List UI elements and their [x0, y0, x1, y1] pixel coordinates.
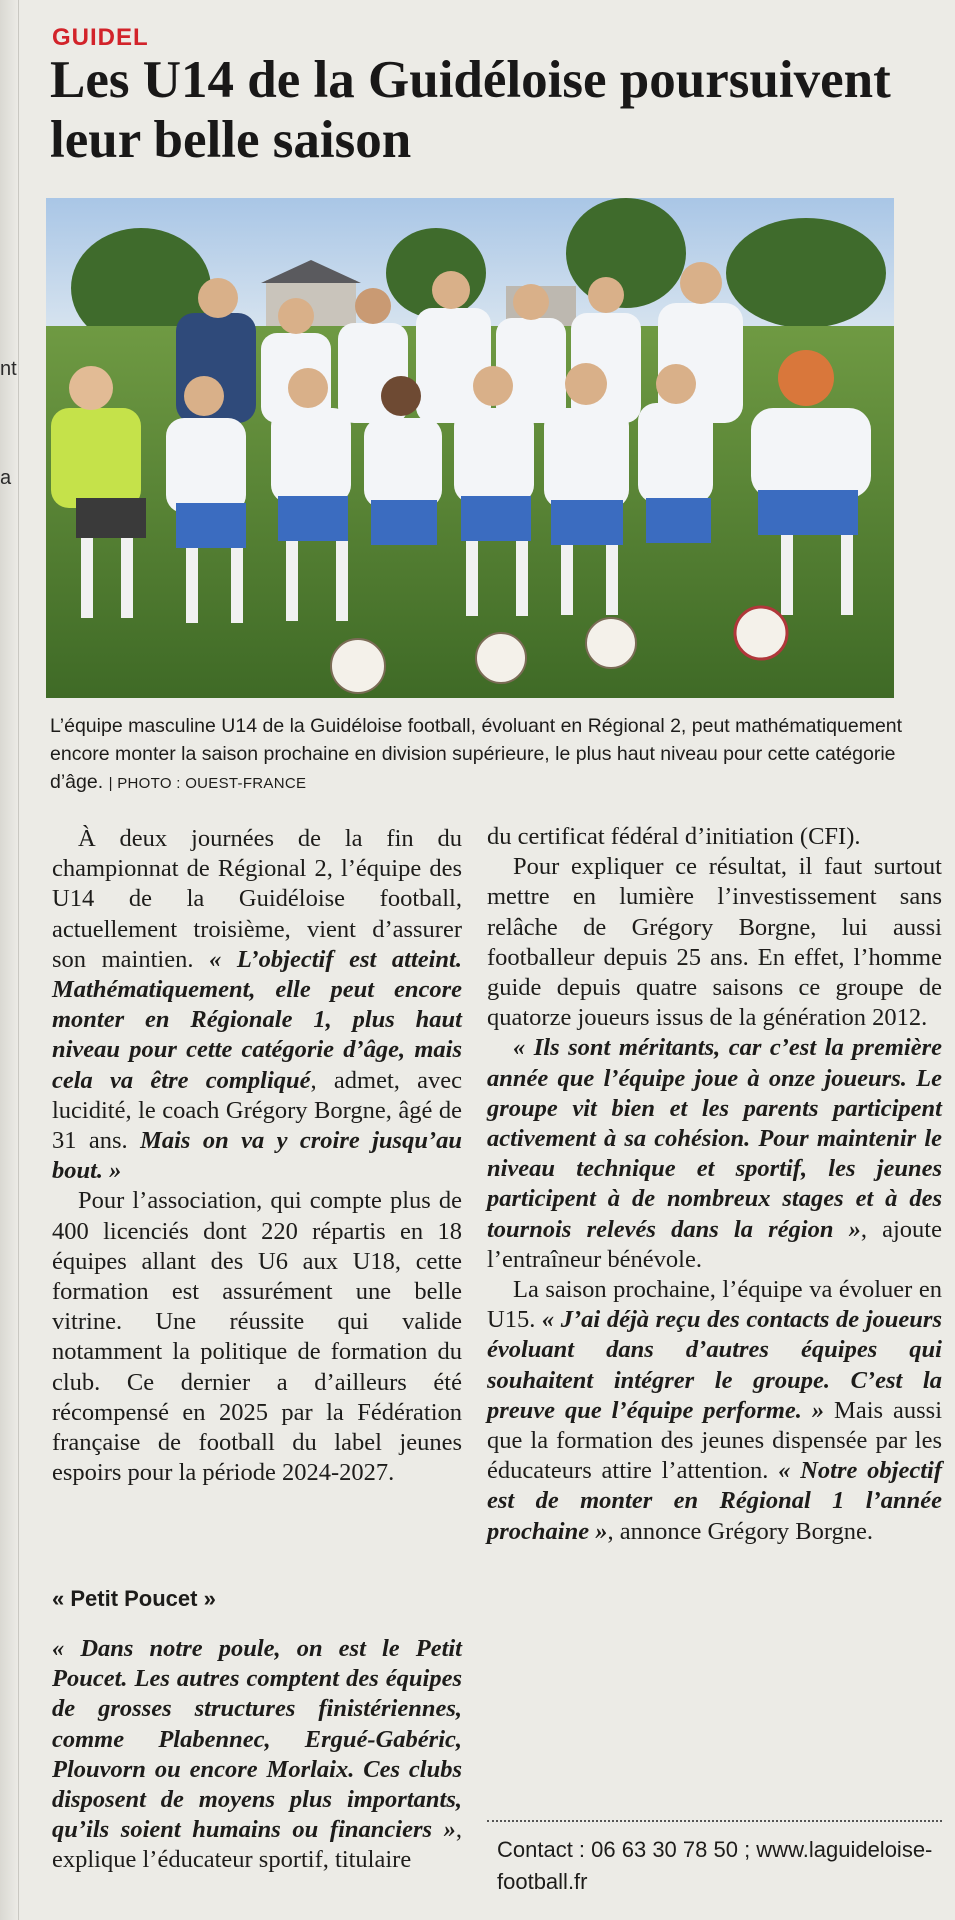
paragraph-association: Pour l’association, qui compte plus de 400 licenciés dont 220 répartis en 18 équipes allant des U6 aux U18, cette formation est assurément une belle vitrine. Une réussite qui valide notamment la politique de formation du club. Ce dernier a d’ailleurs été récompensé en 2025 par la Fédération française de football du label jeunes espoirs pour la période 2024-2027.	[52, 1187, 462, 1487]
article-headline: Les U14 de la Guidéloise poursuivent leur belle saison	[50, 51, 891, 169]
photo-credit: | PHOTO : OUEST-FRANCE	[108, 775, 307, 792]
text-run: , explique l’éducateur sportif, titulaire	[52, 1816, 462, 1874]
contact-divider	[487, 1820, 942, 1822]
text-run: Mais aussi que la formation des jeunes dispensée par les éducateurs attire l’attention.	[487, 1396, 942, 1485]
team-photo	[46, 198, 894, 698]
article-column-1	[52, 824, 462, 1488]
article-column-2	[487, 822, 942, 1547]
quote-run: Mais on va y croire jusqu’au bout. »	[52, 1127, 462, 1185]
quote-run: « Ils sont méritants, car c’est la première année que l’équipe joue à onze joueurs. Le groupe vit bien et les parents participent activement à sa cohésion. Pour maintenir le niveau technique et sportif, les jeunes participent à de nombreux stages et à des tournois relevés dans la région »	[487, 1034, 942, 1243]
paragraph-meritants	[487, 1033, 942, 1275]
text-run: , admet, avec lucidité, le coach Grégory Borgne, âgé de 31 ans.	[52, 1066, 462, 1155]
photo-caption	[50, 712, 910, 798]
text-run: À deux journées de la fin du championnat de Régional 2, l’équipe des U14 de la Guidéloise football, actuellement troisième, vient d’assurer son maintien.	[52, 825, 462, 973]
text-run: , annonce Grégory Borgne.	[607, 1517, 874, 1545]
quote-run: « L’objectif est atteint. Mathématiquement, elle peut encore monter en Régionale 1, plus haut niveau pour cette catégorie d’âge, mais cela va être compliqué	[52, 945, 462, 1094]
paragraph-petit-poucet	[52, 1634, 462, 1876]
contact-info: Contact : 06 63 30 78 50 ; www.laguideloise-football.fr	[497, 1837, 933, 1894]
text-run: , ajoute l’entraîneur bénévole.	[487, 1215, 942, 1273]
paragraph-next-season	[487, 1275, 942, 1547]
caption-text: L’équipe masculine U14 de la Guidéloise football, évoluant en Régional 2, peut mathématiquement encore monter la saison prochaine en division supérieure, le plus haut niveau pour cette catégorie d’âge.	[50, 715, 903, 793]
quote-run: « Notre objectif est de monter en Régional 1 l’année prochaine »	[487, 1457, 942, 1545]
section-kicker: GUIDEL	[52, 24, 149, 51]
quote-run: « J’ai déjà reçu des contacts de joueurs évoluant dans d’autres équipes qui souhaitent intégrer le groupe. C’est la preuve que l’équipe performe. »	[487, 1306, 942, 1424]
quote-run: « Dans notre poule, on est le Petit Poucet. Les autres comptent des équipes de grosses structures finistériennes, comme Plabennec, Ergué-Gabéric, Plouvorn ou encore Morlaix. Ces clubs disposent de moyens plus importants, qu’ils soient humains ou financiers »	[52, 1635, 462, 1844]
adjacent-column-fragment: nt	[0, 358, 17, 380]
text-run: La saison prochaine, l’équipe va évoluer en U15.	[487, 1276, 942, 1334]
paragraph-intro	[52, 824, 462, 1186]
paragraph-coach: Pour expliquer ce résultat, il faut surtout mettre en lumière l’investissement sans relâche de Grégory Borgne, lui aussi footballeur depuis 25 ans. En effet, l’homme guide depuis quatre saisons ce groupe de quatorze joueurs issus de la génération 2012.	[487, 853, 942, 1032]
section-subhead: « Petit Poucet »	[52, 1586, 216, 1611]
article-column-1-bottom	[52, 1634, 462, 1876]
team-photo-illustration	[46, 198, 894, 698]
paragraph-cfi: du certificat fédéral d’initiation (CFI).	[487, 823, 861, 850]
page-left-edge	[0, 0, 19, 1920]
adjacent-column-fragment: a	[0, 467, 12, 489]
